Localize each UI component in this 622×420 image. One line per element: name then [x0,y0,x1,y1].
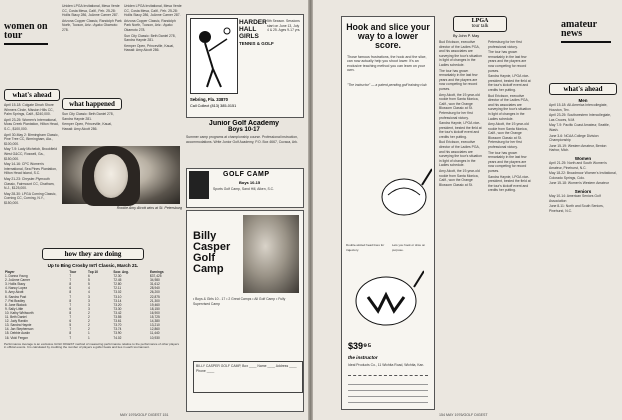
seniors-list [549,194,617,213]
ad-name-line: HALL [239,26,257,33]
ad-subtitle: Boys 10-17 [228,127,260,133]
table-cell: 8 [69,290,72,295]
ad-intro: "The instructor" — a patent-pending golf training club [347,82,427,87]
casper-title-line: Casper [193,241,231,253]
table-cell: 5 [69,323,72,328]
table-cell: 74.02 [113,335,122,340]
caption-right: Lets you hook or slice on purpose. [392,243,426,252]
list-item: May 21-23: Chrysler-Plymouth Classic, Fairmount CC, Chatham, N.J., $125,000. [4,176,55,191]
ad-copy: 5th Season. Sessions start on June 13, July 4 & 25. Ages 9-17 yrs. [267,19,301,33]
leaderboard-body [4,274,182,340]
list-item: May 10-14: American Seniors Golf Association [549,193,601,203]
women-heading: Women [574,155,592,161]
table-cell: 10,930 [150,335,160,340]
list-item: April 21-25: North and South Women's Amateur, Pinehurst, N.C. [549,160,607,170]
column-header: Top 10 [88,270,99,274]
table-cell: 73.10 [113,294,122,299]
list-item: Uniden LPGA Invitational, Mesa Verde CC, Costa Mesa, Calif., Feb. 25-28: Hollis Stacy 286, JoAnne Carner 287. [124,4,182,18]
left-page [0,0,308,420]
table-cell: 7 [69,335,72,340]
table-cell: 34,980 [150,278,160,283]
table-cell: 73.30 [113,306,122,311]
women-on-tour-column [4,22,60,254]
ad-name-line: GIRLS [239,33,259,40]
paragraph: The tour has grown remarkably in the last few years and the players are now competing for record purses. [488,50,527,73]
lpga-title: LPGA [471,18,489,24]
table-cell: 26,200 [150,290,160,295]
column-header: Scor. Avg. [113,270,129,274]
left-footer: MAY 1976/GOLF DIGEST 151 [120,413,169,417]
golf-camp-ad [186,168,304,208]
table-cell: 11. Beth Daniel [5,315,27,320]
lpga-byline: By John P. May [453,34,480,38]
list-item: April 15-18: Colgate Dinah Shore Winners Circle, Mission Hills CC, Palm Springs, Calif., $240,000. [4,103,54,117]
table-cell: 7 [69,315,72,320]
table-cell: 5 [88,278,90,283]
how-heading: how they are doing [42,248,144,260]
photo-face [94,154,128,198]
list-item: April 15-18: All-America Intercollegiate, Houston, Tex. [549,103,608,112]
ad-subtitle: Boys 10-15 [239,180,261,185]
table-cell: 2 [88,323,90,328]
table-cell: 13,210 [150,323,160,328]
list-item: Uniden LPGA Invitational, Mesa Verde CC, Costa Mesa, Calif., Feb. 25-28: Hollis Stacy 286, JoAnne Carner 287. [62,4,120,18]
table-cell: 6 [69,286,72,291]
table-cell: 14. Jan Stephenson [5,327,34,332]
ad-phone: Call Collect (813) 385-0151 [190,104,237,108]
seniors-heading: Seniors [574,188,592,194]
instructor-ad [341,16,435,410]
table-cell: 73.70 [113,323,122,328]
table-cell: 3. Hollis Stacy [5,282,26,287]
table-cell: 3 [88,298,90,303]
table-cell: 18,150 [150,306,160,311]
table-cell: 2 [88,315,90,320]
whats-ahead-heading: what's ahead [4,89,60,101]
results-column [62,4,122,144]
table-cell: 8 [69,282,72,287]
paragraph: Bud Erickson, executive director of the Ladies PGA, and his associates are surveying the tour's situation in light of changes in the Ladies schedule. [439,40,482,67]
table-cell: 31,612 [150,282,160,287]
club-head-bottom-illustration [352,267,424,333]
casper-title-line: Billy [193,230,217,242]
table-cell: 4 [88,286,90,291]
ad-price: $39⁹⁵ [348,341,372,351]
ad-name-line: TENNIS & GOLF [239,41,274,46]
table-cell: 6. Sandra Post [5,294,27,299]
table-cell: 8 [69,331,72,336]
table-cell: 72.11 [113,286,122,291]
casper-title-line: Camp [193,263,224,275]
leaderboard-table [4,270,182,340]
table-cell: 15,725 [150,315,160,320]
list-item: June 15-19: Western Amateur, Benton Harbor, Mich. [549,143,607,153]
whats-ahead-list [4,103,60,205]
table-cell: 16,900 [150,310,160,315]
caption-left: Double-slotted head lines for trajectory. [346,243,385,252]
table-row [4,336,182,340]
ad-title: GOLF CAMP [223,171,270,178]
table-cell: 19,460 [150,302,160,307]
men-list [549,103,617,153]
paragraph: Sandra Haynie, LPGA vice-president, bested the field at the tour's kickoff event and credits her putting. [439,121,482,139]
men-heading: Men [578,98,588,103]
table-cell: 2 [88,310,90,315]
table-cell: 8. Jane Blalock [5,302,27,307]
junior-golf-ad [186,120,302,168]
ad-company: Ideal Products Co., 11 Wichita Road, Wichita, Kan. [348,363,425,367]
lpga-heading [453,16,507,32]
results-column-3 [124,4,182,142]
table-cell: 6 [88,274,90,279]
table-cell: 73.02 [113,290,122,295]
list-item: April 23-25: Women's International, Moss Creek Plantation, Hilton Head, S.C., $100,000. [4,117,59,131]
column-header: Tour [69,270,77,274]
lpga-subtitle: tour talk [471,24,489,29]
table-cell: 28,940 [150,286,160,291]
table-cell: 12,860 [150,327,160,332]
how-they-are-doing [4,248,182,408]
list-item: May 7-9: Pacific Coast Amateur, Seattle, Wash. [549,123,610,132]
table-cell: 4 [88,290,90,295]
ad-title: Junior Golf Academy [208,120,280,127]
list-item: Arizona Copper Classic, Randolph Park North, Tucson, Ariz.: Ayako Okamoto 278. [62,18,122,32]
table-cell: 5 [88,282,90,287]
table-cell: 73.55 [113,315,122,320]
ad-copy: Sports Golf Camp, Sand Hill, Aiken, S.C. [213,187,275,191]
table-cell: 3 [88,302,90,307]
table-cell: 6 [69,319,72,324]
table-cell: 8 [69,310,72,315]
table-cell: 22,875 [150,294,160,299]
right-footer: 154 MAY 1976/GOLF DIGEST [439,413,488,417]
table-cell: 10. Kathy Whitworth [5,310,34,315]
photo-caption: Rookie Amy Alcott wins at St. Petersburg [116,206,182,210]
list-item: April 23-25: Southwestern Intercollegiate, Las Cruces, N.M. [549,113,612,122]
paragraph: Sandra Haynie, LPGA vice-president, bested the field at the tour's kickoff event and credits her putting. [488,174,531,193]
casper-bullets: • Boys & Girls 10 - 17 • 2 Great Camps • All Golf Camp • Fully Supervised Camp [193,297,286,306]
ad-logo-block [190,18,238,94]
amateur-ahead-heading: what's ahead [549,83,617,95]
table-cell: 12. Judy Rankin [5,319,28,324]
section-title: women on tour [4,22,48,45]
table-cell: 5. Amy Alcott [5,290,24,295]
what-happened-heading: what happened [62,98,122,110]
player-photo [62,146,180,204]
table-cell: 2. JoAnne Carner [5,278,30,283]
list-item: Arizona Copper Classic, Randolph Park North, Tucson, Ariz.: Ayako Okamoto 278. [124,18,176,32]
table-cell: 2 [88,319,90,324]
table-cell: 73.61 [113,319,122,324]
table-cell: 4. Nancy Lopez [5,286,28,291]
paragraph: Amy Alcott, the 19-year-old rookie from Santa Monica, Calif., won the Orange Blossom Classic at St. Petersburg for her first professional victory. [488,122,529,150]
table-cell: 73.90 [113,331,122,336]
harder-hall-ad [186,14,304,118]
table-cell: 1 [88,335,90,340]
table-cell: 21,300 [150,298,160,303]
paragraph: The tour has grown remarkably in the last few years and the players are now competing for record purses. [488,150,527,174]
table-cell: 73.20 [113,302,122,307]
table-cell: 72.80 [113,282,122,287]
table-cell: 7. Pat Bradley [5,298,26,303]
paragraph: Amy Alcott, the 19-year-old rookie from Santa Monica, Calif., won the Orange Blossom Classic at St. Petersburg for her first professional victory. [439,40,522,187]
paragraph: Amy Alcott, the 19-year-old rookie from Santa Monica, Calif., won the Orange Blossom Classic at St. Petersburg for her first professional victory. [439,92,480,120]
casper-title-line: Golf [193,252,215,264]
table-cell: 7 [69,278,72,283]
table-cell: 7 [69,327,72,332]
table-cell: 13. Sandra Haynie [5,323,32,328]
table-cell: 7 [69,302,72,307]
table-cell: $37,425 [150,274,162,279]
how-footnote: Performance Average is an exclusive GOLF DIGEST method of measuring performance relative to the performance of other players in official events. It is calculated by crediting the number of players a golfer beats and ties in each tournament. [4,341,179,350]
table-cell: 72.45 [113,278,122,283]
casper-photo [243,215,299,293]
table-cell: 1 [88,331,90,336]
list-item: May 14-16: CPC Women's International, Sea Pines Plantation, Hilton Head Island, S.C. [4,162,57,176]
results-text-top [62,4,122,84]
paragraph: Bud Erickson, executive director of the Ladies PGA, and his associates are surveying the tour's situation in light of changes in the Ladies schedule. [488,93,531,121]
lpga-tour-talk [439,16,533,408]
paragraph: The tour has grown remarkably in the last few years and the players are now competing for record purses. [439,68,478,91]
list-item: May 7-9: Lady Michelob, Brookfield West G&CC, Roswell, Ga., $150,000. [4,147,57,161]
table-cell: 73.74 [113,327,122,332]
list-item: June 3-6: NCAA College Division Championship [549,133,599,143]
table-cell: 72.30 [113,274,122,279]
table-cell: 3 [88,294,90,299]
how-subheading: Up to Bing Crosby Int'l Classic, March 21. [47,263,139,268]
amateur-news-column [549,20,617,408]
right-page [313,0,622,420]
casper-title [193,231,230,275]
billy-casper-ad [186,210,304,412]
table-cell: 11,440 [150,331,160,336]
ad-copy: Summer camp programs at championship course. Professional instruction, accommodations. Write Junior Golf Academy, P.O. Box 4667, Cuvaca, Ark. [186,135,298,144]
women-list [549,161,617,186]
amateur-title: amateur news [561,20,611,43]
table-cell: 73.42 [113,310,122,315]
list-item: April 30-May 2: Birmingham Classic, Pine Tree CC, Birmingham, Ala., $100,000. [4,132,59,146]
table-cell: 8 [69,298,72,303]
paragraph: Bud Erickson, executive director of the Ladies PGA, and his associates are surveying the tour's situation in light of changes in the Ladies schedule. [439,140,482,168]
what-happened-list [62,112,122,131]
casper-form: BILLY CASPER GOLF CAMP, Box ____ Name ____ Address ____ Phone ____ [193,361,303,393]
list-item: May 28-30: LPGA Corning Classic, Corning CC, Corning, N.Y., $150,000. [4,191,57,205]
table-cell: 14,380 [150,319,160,324]
ad-body: Those famous frustrations, the hook and the slice, can now actually help you shoot lower. It's an exclusive teaching method you can learn on your own. [347,54,427,73]
list-item: June 8-11: North and South Seniors, Pinehurst, N.C. [549,204,604,213]
paragraph: Sandra Haynie, LPGA vice-president, bested the field at the tour's kickoff event and credits her putting. [488,74,531,92]
table-cell: 16. Vicki Fergon [5,335,28,340]
list-item: Kemper Open, Princeville, Kauai, Hawaii: Amy Alcott 286. [62,122,112,131]
column-header: Player [5,270,15,274]
table-cell: 9. Sally Little [5,306,24,311]
ad-logo [189,171,209,199]
table-cell: 3 [88,306,90,311]
list-item: June 15-18: Women's Western Amateur [549,181,609,186]
ad-headline: Hook and slice your way to a lower score. [346,22,430,51]
ad-name-line: HARDER [239,19,267,26]
table-cell: 1. Donna Young [5,274,28,279]
ad-place: Sebring, Fla. 33870 [190,97,228,102]
table-cell: 7 [69,274,72,279]
club-head-top-illustration [378,167,432,237]
table-cell: 15. Debbie Austin [5,331,30,336]
list-item: Sun City Classic: Beth Daniel 278, Sandra Haynie 281. [124,33,176,43]
column-header: Earnings [150,270,164,274]
lpga-body [439,40,533,193]
list-item: Sun City Classic: Beth Daniel 278, Sandra Haynie 281. [62,112,114,121]
table-cell: 73.14 [113,298,122,303]
order-form [348,375,428,404]
list-item: Kemper Open, Princeville, Kauai, Hawaii: Amy Alcott 286. [124,43,174,53]
tennis-golf-icon [191,19,237,93]
ad-brand: the instructor [348,355,378,360]
table-cell: 7 [69,294,72,299]
list-item: May 18-22: Broadmoor Women's Invitational, Colorado Springs, Colo. [549,171,617,180]
table-cell: 6 [69,306,72,311]
table-cell: 2 [88,327,90,332]
